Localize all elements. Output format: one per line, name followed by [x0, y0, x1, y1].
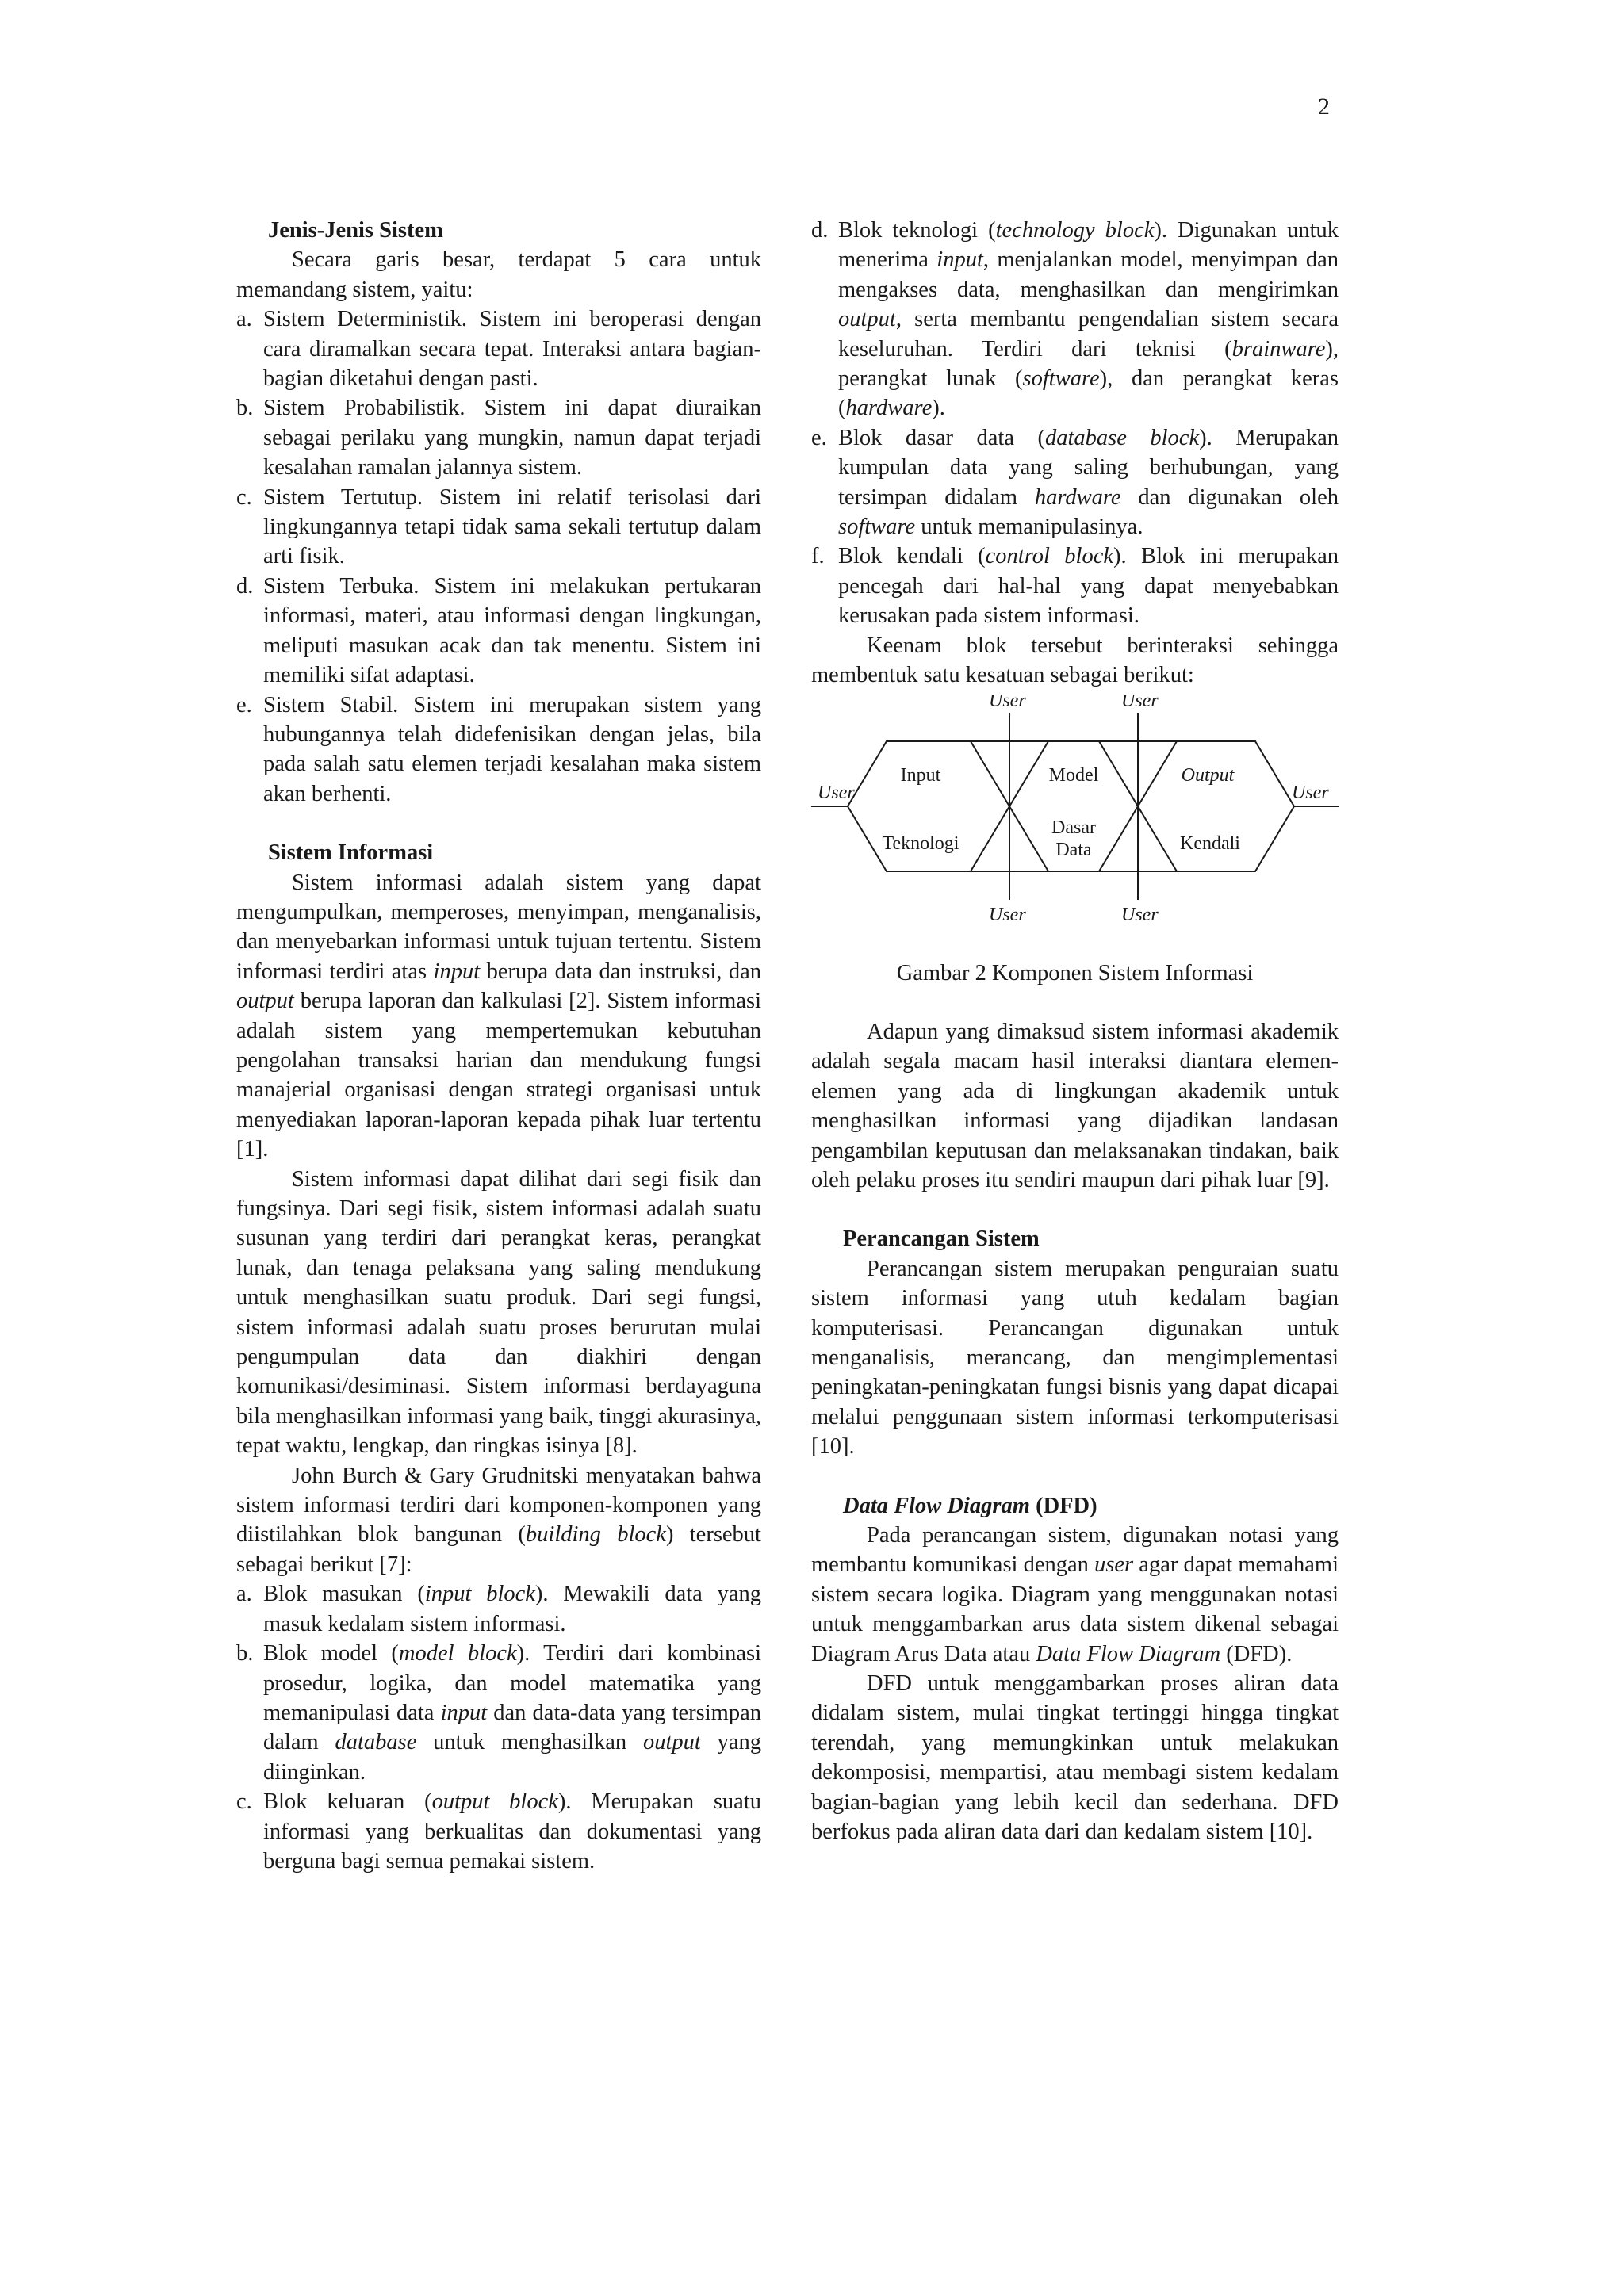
list-item: c. Sistem Tertutup. Sistem ini relatif terisolasi dari lingkungannya tetapi tidak sama sekali tertutup dalam arti fisik. — [236, 484, 761, 569]
label-user-bottom-left: User — [989, 904, 1026, 925]
list-item: d. Sistem Terbuka. Sistem ini melakukan pertukaran informasi, materi, atau informasi dengan lingkungan, meliputi masukan acak dan tak menentu. Sistem ini memiliki sifat adaptasi. — [236, 573, 761, 688]
list-item: a. Blok masukan (input block). Mewakili data yang masuk kedalam sistem informasi. — [236, 1582, 761, 1636]
right-column — [811, 216, 1339, 1846]
si-paragraph-2: Sistem informasi dapat dilihat dari segi fisik dan fungsinya. Dari segi fisik, sistem informasi adalah suatu susunan yang terdiri dari perangkat keras, perangkat lunak, dan tenaga pelaksana yang saling mendukung untuk menghasilkan suatu produk. Dari segi fungsi, sistem informasi adalah suatu proses berurutan mulai pengumpulan data dan diakhiri dengan komunikasi/desiminasi. Sistem informasi berdayaguna bila menghasilkan informasi yang baik, tinggi akurasinya, tepat waktu, lengkap, dan ringkas isinya [8]. — [236, 1166, 761, 1459]
figure-caption: Gambar 2 Komponen Sistem Informasi — [896, 960, 1254, 985]
si-paragraph-1: Sistem informasi adalah sistem yang dapat mengumpulkan, memperoses, menyimpan, menganalisis, dan menyebarkan informasi untuk tujuan tertentu. Sistem informasi terdiri atas input berupa data dan instruksi, dan output berupa laporan dan kalkulasi [2]. Sistem informasi adalah sistem yang mempertemukan kebutuhan pengolahan transaksi harian dan mendukung fungsi manajerial organisasi dengan strategi organisasi untuk menyediakan laporan-laporan kepada pihak luar tertentu [1]. — [236, 870, 761, 1162]
block-list-right — [811, 216, 1339, 631]
label-user-top-left: User — [989, 695, 1026, 711]
list-item: e. Blok dasar data (database block). Merupakan kumpulan data yang saling berhubungan, yang tersimpan didalam hardware dan digunakan oleh software untuk memanipulasinya. — [811, 425, 1339, 540]
heading-dfd: Data Flow Diagram (DFD) — [843, 1493, 1097, 1518]
label-input: Input — [900, 764, 941, 786]
diagram-svg — [811, 695, 1339, 959]
si-paragraph-3: John Burch & Gary Grudnitski menyatakan bahwa sistem informasi terdiri dari komponen-komponen yang diistilahkan blok bangunan (building block) tersebut sebagai berikut [7]: — [236, 1463, 761, 1577]
list-item: f. Blok kendali (control block). Blok ini merupakan pencegah dari hal-hal yang dapat menyebabkan kerusakan pada sistem informasi. — [811, 544, 1339, 629]
jenis-list — [236, 304, 761, 809]
perancangan-paragraph: Perancangan sistem merupakan penguraian suatu sistem informasi yang utuh kedalam bagian komputerisasi. Perancangan digunakan untuk menganalisis, merancang, dan mengimplementasi peningkatan-peningkatan fungsi bisnis yang dapat dicapai melalui penggunaan sistem informasi terkomputerisasi [10]. — [811, 1256, 1339, 1460]
dfd-paragraph-1: Pada perancangan sistem, digunakan notasi yang membantu komunikasi dengan user agar dapat memahami sistem secara logika. Diagram yang menggunakan notasi untuk menggambarkan arus data sistem dikenal sebagai Diagram Arus Data atau Data Flow Diagram (DFD). — [811, 1523, 1339, 1667]
label-user-bottom-right: User — [1121, 904, 1159, 925]
block-list-left — [236, 1579, 761, 1876]
list-item: b. Sistem Probabilistik. Sistem ini dapat diuraikan sebagai perilaku yang mungkin, namun dapat terjadi kesalahan ramalan jalannya sistem. — [236, 396, 761, 480]
keenam-paragraph: Keenam blok tersebut berinteraksi sehingga membentuk satu kesatuan sebagai berikut: — [811, 633, 1339, 688]
label-teknologi: Teknologi — [882, 832, 959, 854]
dfd-paragraph-2: DFD untuk menggambarkan proses aliran data didalam sistem, mulai tingkat tertinggi hingga tingkat terendah, yang memungkinkan untuk melakukan dekomposisi, mempartisi, atau membagi sistem kedalam bagian-bagian yang lebih kecil dan sederhana. DFD berfokus pada aliran data dari dan kedalam sistem [10]. — [811, 1671, 1339, 1845]
label-user-top-right: User — [1121, 695, 1159, 711]
figure-komponen-sistem-informasi — [811, 695, 1339, 959]
jenis-intro: Secara garis besar, terdapat 5 cara untuk memandang sistem, yaitu: — [236, 247, 761, 302]
heading-perancangan-sistem: Perancangan Sistem — [843, 1226, 1040, 1252]
page-number: 2 — [1318, 94, 1330, 120]
list-item: c. Blok keluaran (output block). Merupakan suatu informasi yang berkualitas dan dokumentasi yang berguna bagi semua pemakai sistem. — [236, 1789, 761, 1873]
label-user-left: User — [818, 782, 855, 803]
heading-sistem-informasi: Sistem Informasi — [268, 840, 434, 866]
label-data: Data — [1055, 839, 1092, 860]
heading-jenis-jenis-sistem: Jenis-Jenis Sistem — [268, 218, 443, 243]
label-model: Model — [1048, 764, 1099, 786]
list-item: a. Sistem Deterministik. Sistem ini beroperasi dengan cara diramalkan secara tepat. Interaksi antara bagian-bagian diketahui dengan pasti. — [236, 307, 761, 392]
akademik-paragraph: Adapun yang dimaksud sistem informasi akademik adalah segala macam hasil interaksi diantara elemen-elemen yang ada di lingkungan akademik untuk menghasilkan informasi yang dijadikan landasan pengambilan keputusan dan melaksanakan tindakan, baik oleh pelaku proses itu sendiri maupun dari pihak luar [9]. — [811, 1019, 1339, 1192]
label-dasar: Dasar — [1051, 817, 1096, 838]
list-item: b. Blok model (model block). Terdiri dari kombinasi prosedur, logika, dan model matematika yang memanipulasi data input dan data-data yang tersimpan dalam database untuk menghasilkan output yang diinginkan. — [236, 1641, 762, 1785]
label-kendali: Kendali — [1180, 832, 1240, 854]
label-output: Output — [1181, 764, 1235, 786]
list-item: d. Blok teknologi (technology block). Digunakan untuk menerima input, menjalankan model, menyimpan dan mengakses data, menghasilkan dan mengirimkan output, serta membantu pengendalian sistem secara keseluruhan. Terdiri dari teknisi (brainware), perangkat lunak (software), dan perangkat keras (hardware). — [811, 218, 1339, 421]
list-item: e. Sistem Stabil. Sistem ini merupakan sistem yang hubungannya telah didefenisikan dengan jelas, bila pada salah satu elemen terjadi kesalahan maka sistem akan berhenti. — [236, 692, 761, 806]
left-column — [236, 216, 761, 1876]
label-user-right: User — [1292, 782, 1329, 803]
